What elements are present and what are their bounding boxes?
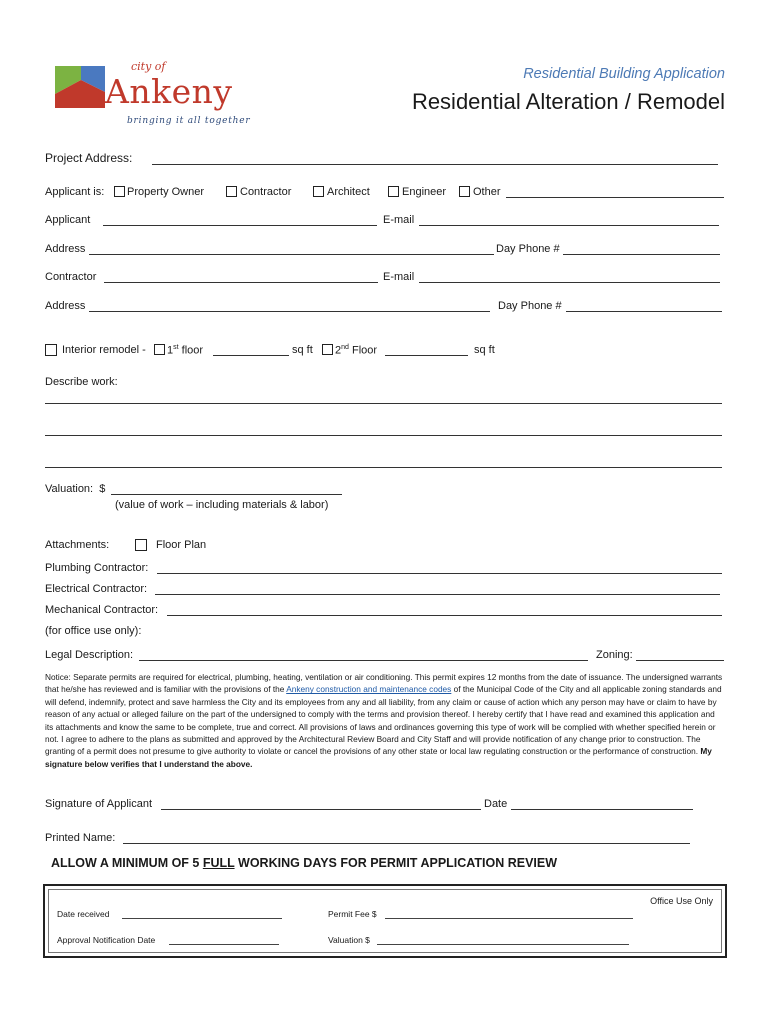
contractor-email-label: E-mail (383, 271, 415, 283)
printed-name-label: Printed Name: (45, 832, 116, 844)
other-field[interactable] (506, 186, 724, 198)
city-logo (55, 60, 251, 132)
date-received-label: Date received (57, 909, 110, 919)
engineer-checkbox[interactable] (388, 186, 399, 197)
applicant-email-field[interactable] (419, 214, 719, 226)
office-valuation-field[interactable] (377, 935, 629, 945)
second-floor-sqft-label: sq ft (474, 344, 495, 356)
first-floor-number: 1 (167, 344, 174, 357)
codes-link[interactable]: Ankeny construction and maintenance codes (286, 684, 452, 695)
applicant-label: Applicant (45, 214, 91, 226)
contractor-checkbox[interactable] (226, 186, 237, 197)
office-valuation-label: Valuation $ (328, 935, 370, 945)
first-floor-sqft-field[interactable] (213, 344, 289, 356)
review-underlined: FULL (202, 856, 235, 870)
legal-description-label: Legal Description: (45, 649, 134, 661)
contractor-address-field[interactable] (89, 300, 490, 312)
second-floor-ordinal: nd (341, 344, 349, 351)
engineer-label: Engineer (402, 186, 447, 198)
notice-text-1: Notice: Separate permits are required for electrical, plumbing, heating, ventilation or air conditioning. This permit expires 12 months from the date of issuance. The undersigned warrants that he/she has reviewed and is familiar with the provisions of the (45, 672, 723, 695)
property-owner-checkbox[interactable] (114, 186, 125, 197)
approval-date-field[interactable] (169, 935, 279, 945)
applicant-address-field[interactable] (89, 243, 494, 255)
office-use-title: Office Use Only (650, 896, 713, 906)
architect-label: Architect (327, 186, 370, 198)
valuation-label (45, 483, 105, 495)
second-floor-word: Floor (351, 344, 378, 357)
describe-work-label: Describe work: (45, 376, 118, 388)
logo-tagline: bringing it all together (127, 116, 251, 126)
floor-plan-label: Floor Plan (156, 539, 207, 551)
valuation-note: (value of work – including materials & labor) (115, 499, 329, 511)
second-floor-sqft-field[interactable] (385, 344, 468, 356)
applicant-is-label: Applicant is: (45, 186, 105, 198)
project-address-label: Project Address: (45, 151, 133, 165)
property-owner-label: Property Owner (127, 186, 205, 198)
applicant-address-label: Address (45, 243, 86, 255)
plumbing-contractor-label: Plumbing Contractor: (45, 562, 149, 574)
notice-text-2: of the Municipal Code of the City and all applicable zoning standards and will defend, indemnify, protect and save harmless the City and its employees from any and all liability, from any claim or cause of action which any person may have or claim to have by reason of any actual or alleged failure on the part of the undersigned to comply with the terms and provision thereof. I hereby certify that I have read and examined this application and its attachments and know the same to be complete, true and correct. All provisions of laws and ordinances governing this type of work will be complied with whether specified herein or not. I agree to adhere to the plans as submitted and approved by the Architectural Review Board and City Staff and will provide notification of any change prior to construction. The granting of a permit does not presume to give authority to violate or cancel the provisions of any other state or local law regulating construction or the performance of construction. (45, 684, 722, 757)
permit-fee-label: Permit Fee $ (328, 909, 377, 919)
valuation-label-text: Valuation: (45, 483, 94, 495)
logo-mark-icon (55, 66, 105, 108)
signature-date-label: Date (484, 798, 508, 810)
other-label: Other (473, 186, 501, 198)
second-floor-number: 2 (335, 344, 342, 357)
applicant-day-phone-field[interactable] (563, 243, 720, 255)
review-notice (51, 856, 557, 870)
logo-name: Ankeny (105, 72, 233, 111)
zoning-field[interactable] (636, 649, 724, 661)
architect-checkbox[interactable] (313, 186, 324, 197)
other-checkbox[interactable] (459, 186, 470, 197)
header-subtitle: Residential Building Application (523, 66, 725, 82)
contractor-type-label: Contractor (240, 186, 292, 198)
contractor-day-phone-label: Day Phone # (498, 300, 562, 312)
describe-work-line-1[interactable] (45, 403, 722, 404)
signature-date-field[interactable] (511, 798, 693, 810)
permit-fee-field[interactable] (385, 909, 633, 919)
first-floor-checkbox[interactable] (154, 344, 165, 355)
review-text-1: ALLOW A MINIMUM OF 5 (51, 856, 203, 870)
describe-work-line-2[interactable] (45, 435, 722, 436)
notice-paragraph (45, 671, 723, 770)
plumbing-contractor-field[interactable] (157, 562, 722, 574)
office-use-box (43, 884, 727, 958)
signature-label: Signature of Applicant (45, 798, 153, 810)
zoning-label: Zoning: (596, 649, 633, 661)
legal-description-field[interactable] (139, 649, 588, 661)
valuation-dollar: $ (99, 483, 106, 495)
second-floor-checkbox[interactable] (322, 344, 333, 355)
applicant-email-label: E-mail (383, 214, 415, 226)
mechanical-contractor-label: Mechanical Contractor: (45, 604, 159, 616)
approval-date-label: Approval Notification Date (57, 935, 156, 945)
date-received-field[interactable] (122, 909, 282, 919)
first-floor-ordinal: st (173, 344, 179, 351)
first-floor-sqft-label: sq ft (292, 344, 313, 356)
logo-city-of: city of (131, 60, 166, 73)
contractor-field[interactable] (104, 271, 378, 283)
applicant-field[interactable] (103, 214, 377, 226)
project-address-field[interactable] (152, 152, 718, 165)
first-floor-label (167, 344, 203, 357)
review-text-2: WORKING DAYS FOR PERMIT APPLICATION REVIEW (234, 856, 558, 870)
first-floor-word: floor (181, 344, 204, 357)
contractor-label: Contractor (45, 271, 97, 283)
applicant-day-phone-label: Day Phone # (496, 243, 560, 255)
page-title: Residential Alteration / Remodel (411, 89, 725, 114)
contractor-email-field[interactable] (419, 271, 720, 283)
mechanical-contractor-field[interactable] (167, 604, 722, 616)
second-floor-label (335, 344, 377, 357)
describe-work-line-3[interactable] (45, 467, 722, 468)
contractor-address-label: Address (45, 300, 86, 312)
contractor-day-phone-field[interactable] (566, 300, 722, 312)
interior-remodel-label: Interior remodel - (62, 344, 146, 356)
attachments-label: Attachments: (45, 539, 110, 551)
project-address-row (45, 151, 132, 165)
valuation-field[interactable] (111, 483, 342, 495)
electrical-contractor-label: Electrical Contractor: (45, 583, 148, 595)
office-use-note: (for office use only): (45, 625, 142, 637)
signature-field[interactable] (161, 798, 481, 810)
interior-remodel-checkbox[interactable] (45, 344, 57, 356)
electrical-contractor-field[interactable] (155, 583, 720, 595)
printed-name-field[interactable] (123, 832, 690, 844)
floor-plan-checkbox[interactable] (135, 539, 147, 551)
notice-bold-text: My signature below verifies that I understand the above. (45, 746, 712, 769)
